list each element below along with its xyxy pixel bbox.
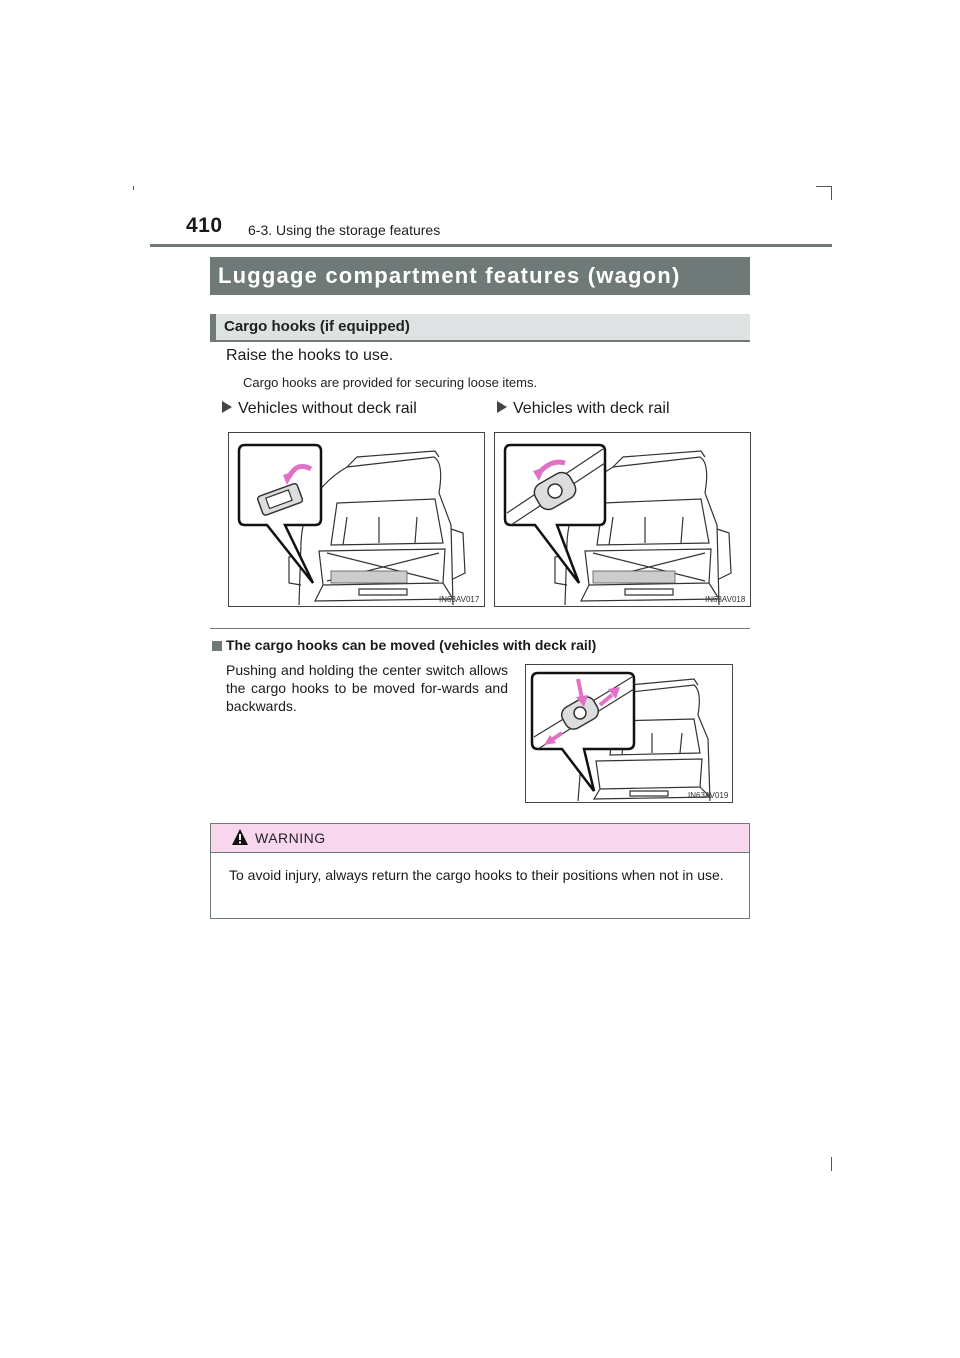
crop-mark [816,186,832,187]
caption-with-deck-rail: Vehicles with deck rail [497,400,670,418]
luggage-illustration-3 [526,665,732,802]
crop-mark [133,186,134,190]
page-number: 410 [186,214,223,237]
move-body: Pushing and holding the center switch allows the cargo hooks to be moved for-wards and backwards. [226,662,508,714]
title-bar [210,257,750,295]
triangle-bullet-icon [222,401,232,413]
note-text: Cargo hooks are provided for securing loose items. [243,375,538,390]
figure-code: IN63AV018 [705,595,746,604]
triangle-bullet-icon [497,401,507,413]
caption-without-deck-rail: Vehicles without deck rail [222,400,417,418]
crop-mark [831,1157,832,1171]
figure-with-deck-rail [494,432,751,607]
warning-box [210,823,750,919]
section-rule [210,628,750,629]
subsection-bar [210,314,750,342]
move-heading: The cargo hooks can be moved (vehicles with deck rail) [212,637,596,653]
figure-move-hooks [525,664,733,803]
warning-label: WARNING [255,830,326,846]
figure-code: IN63AV019 [688,791,729,800]
section-label: 6-3. Using the storage features [248,222,441,238]
page-title: Luggage compartment features (wagon) [218,263,681,288]
warning-triangle-icon [231,828,249,846]
instruction-text: Raise the hooks to use. [226,347,394,364]
crop-mark [831,186,832,200]
subsection-title: Cargo hooks (if equipped) [224,318,410,335]
luggage-illustration-1 [229,433,484,606]
figure-code: IN63AV017 [439,595,480,604]
warning-text: To avoid injury, always return the cargo hooks to their positions when not in use. [229,867,724,883]
luggage-illustration-2 [495,433,750,606]
figure-without-deck-rail [228,432,485,607]
square-bullet-icon [212,641,222,651]
warning-header [211,824,749,853]
header-rule [150,244,832,247]
